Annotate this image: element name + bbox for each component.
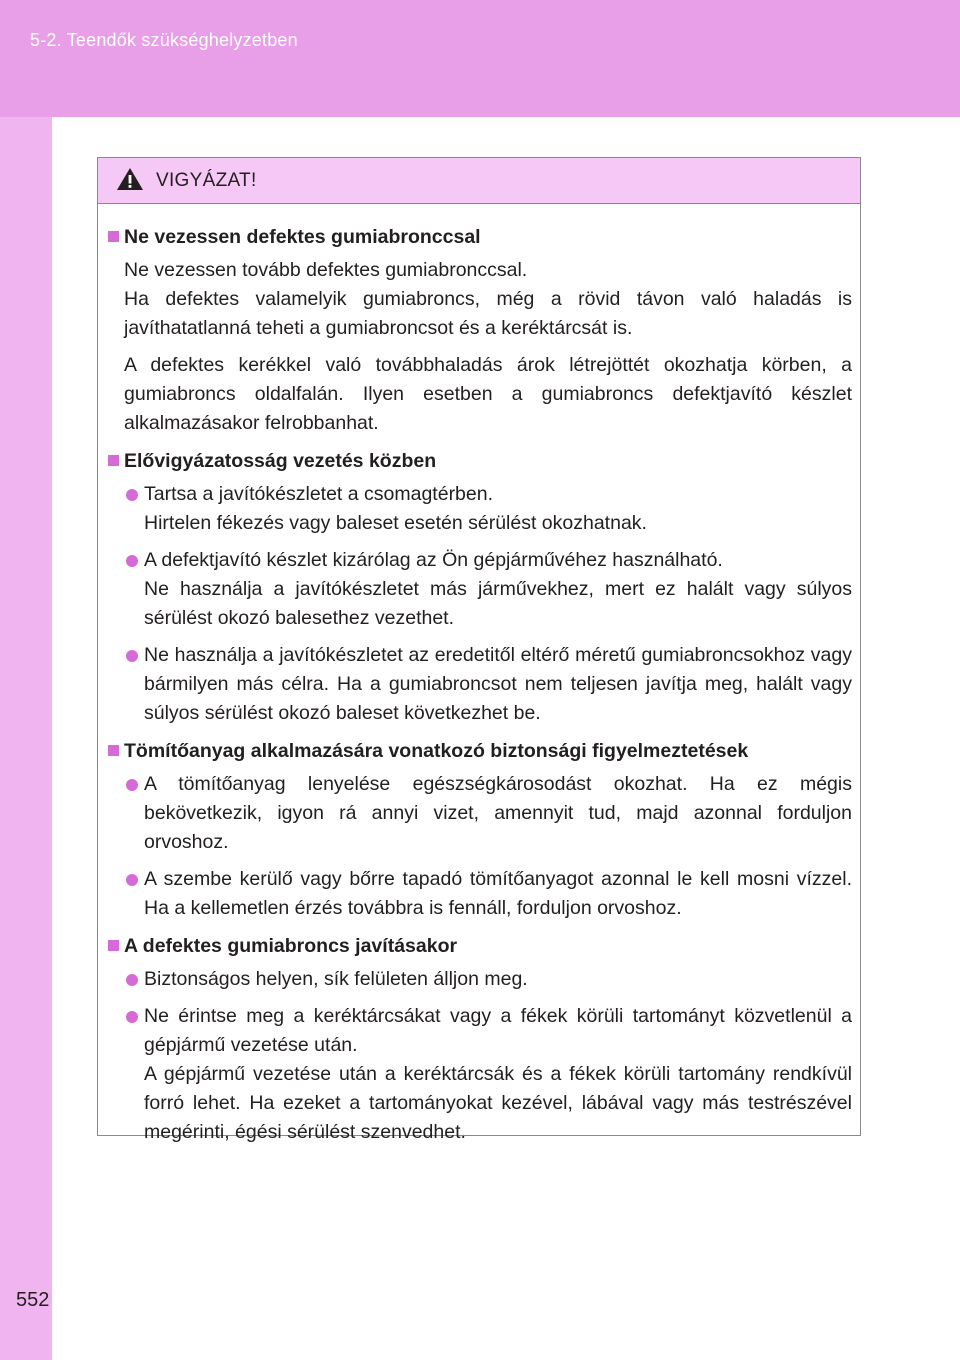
section-sealant-safety xyxy=(106,736,852,923)
square-bullet-icon xyxy=(108,745,119,756)
section-heading: Ne vezessen defektes gumiabronccsal xyxy=(106,222,852,252)
caution-box xyxy=(97,157,861,1143)
caution-header xyxy=(98,158,860,204)
section-flat-tire xyxy=(106,222,852,438)
warning-triangle-icon xyxy=(116,167,144,191)
page-number: 552 xyxy=(16,1289,50,1311)
round-bullet-icon xyxy=(126,650,138,662)
section-heading: Elővigyázatosság vezetés közben xyxy=(106,446,852,476)
section-heading: A defektes gumiabroncs javításakor xyxy=(106,931,852,961)
caution-content xyxy=(98,204,860,1147)
list-item: A defektjavító készlet kizárólag az Ön gépjárművéhez használható. Ne használja a javítókészletet más járművekhez, mert ez halált vagy súlyos sérülést okozó balesethez vezethet. xyxy=(124,546,852,633)
square-bullet-icon xyxy=(108,455,119,466)
section-driving-precautions xyxy=(106,446,852,728)
section-title: 5-2. Teendők szükséghelyzetben xyxy=(30,30,298,50)
square-bullet-icon xyxy=(108,940,119,951)
left-margin-strip xyxy=(0,117,52,1360)
round-bullet-icon xyxy=(126,555,138,567)
list-item: A szembe kerülő vagy bőrre tapadó tömítőanyagot azonnal le kell mosni vízzel. Ha a kellemetlen érzés továbbra is fennáll, forduljon orvoshoz. xyxy=(124,865,852,923)
list-item: Ne érintse meg a keréktárcsákat vagy a fékek körüli tartományt közvetlenül a gépjármű vezetése után. A gépjármű vezetése után a keréktárcsák és a fékek körüli tartomány rendkívül forró lehet. Ha ezeket a tartományokat kezével, lábával vagy más testrészével megérinti, égési sérülést szenvedhet. xyxy=(124,1002,852,1147)
section-heading: Tömítőanyag alkalmazására vonatkozó biztonsági figyelmeztetések xyxy=(106,736,852,766)
square-bullet-icon xyxy=(108,231,119,242)
round-bullet-icon xyxy=(126,779,138,791)
round-bullet-icon xyxy=(126,489,138,501)
caution-title: VIGYÁZAT! xyxy=(156,170,257,191)
section-repair xyxy=(106,931,852,1147)
paragraph: A defektes kerékkel való továbbhaladás árok létrejöttét okozhatja körben, a gumiabroncs oldalfalán. Ilyen esetben a gumiabroncs defektjavító készlet alkalmazásakor felrobbanhat. xyxy=(124,354,852,434)
header-band xyxy=(0,0,960,117)
round-bullet-icon xyxy=(126,974,138,986)
list-item: A tömítőanyag lenyelése egészségkárosodást okozhat. Ha ez mégis bekövetkezik, igyon rá annyi vizet, amennyit tud, majd azonnal forduljon orvoshoz. xyxy=(124,770,852,857)
list-item: Tartsa a javítókészletet a csomagtérben. Hirtelen fékezés vagy baleset esetén sérülést okozhatnak. xyxy=(124,480,852,538)
paragraph: Ne vezessen tovább defektes gumiabronccsal. Ha defektes valamelyik gumiabroncs, még a rövid távon való haladás is javíthatatlanná teheti a gumiabroncsot és a keréktárcsát is. xyxy=(124,259,852,339)
round-bullet-icon xyxy=(126,874,138,886)
list-item: Biztonságos helyen, sík felületen álljon meg. xyxy=(124,965,852,994)
list-item: Ne használja a javítókészletet az eredetitől eltérő méretű gumiabroncsokhoz vagy bármilyen más célra. Ha a gumiabroncsot nem teljesen javítja meg, halált vagy súlyos sérülést okozó baleset következhet be. xyxy=(124,641,852,728)
round-bullet-icon xyxy=(126,1011,138,1023)
